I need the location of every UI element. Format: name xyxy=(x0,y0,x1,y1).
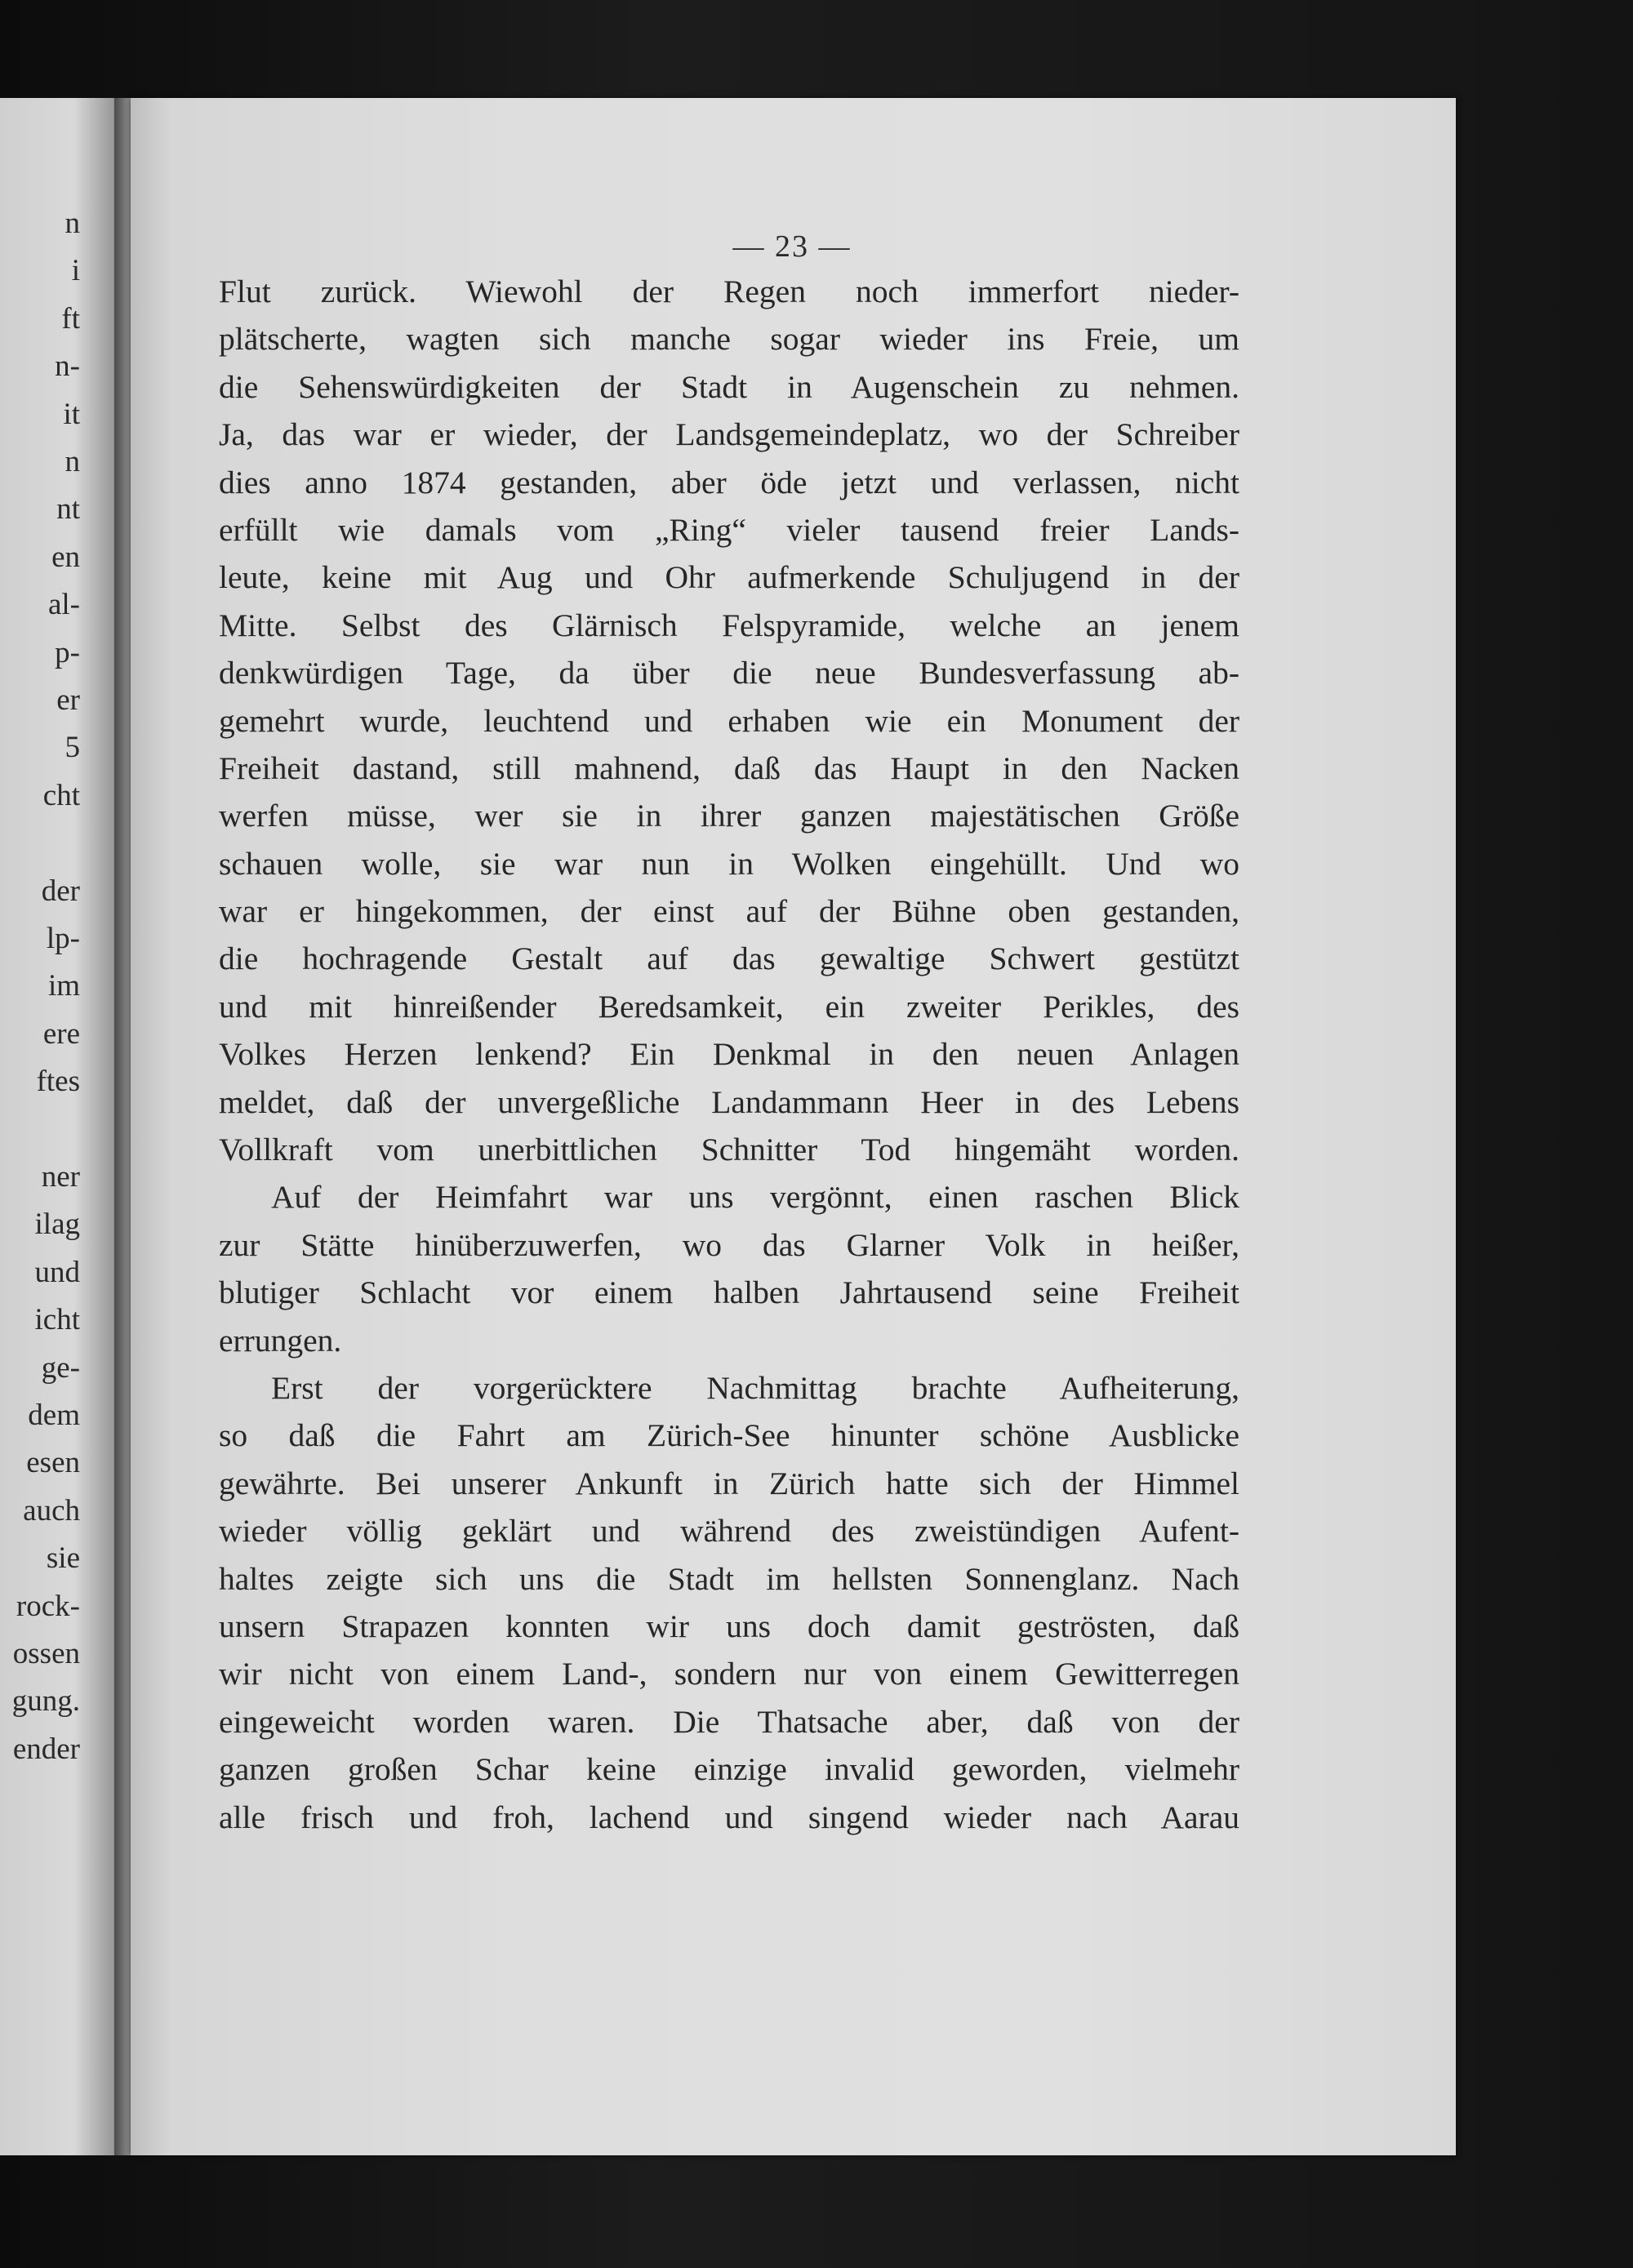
facing-page-fragment: ender xyxy=(12,1732,80,1766)
facing-page-fragment: und xyxy=(34,1255,80,1289)
text-line: Erst der vorgerücktere Nachmittag brachte Aufheiterung, xyxy=(271,1369,1239,1406)
text-line: haltes zeigte sich uns die Stadt im hellsten Sonnenglanz. Nach xyxy=(219,1560,1239,1597)
facing-page-fragment: er xyxy=(56,683,80,717)
facing-page-fragment: auch xyxy=(23,1493,80,1528)
text-line: leute, keine mit Aug und Ohr aufmerkende Schuljugend in der xyxy=(219,559,1239,596)
text-line: zur Stätte hinüberzuwerfen, wo das Glarner Volk in heißer, xyxy=(219,1226,1239,1263)
facing-page-fragment: icht xyxy=(34,1303,80,1337)
text-line: Mitte. Selbst des Glärnisch Felspyramide, welche an jenem xyxy=(219,607,1239,643)
text-line: eingeweicht worden waren. Die Thatsache aber, daß von der xyxy=(219,1703,1239,1740)
facing-page-fragment: i xyxy=(71,254,80,288)
text-line: Ja, das war er wieder, der Landsgemeindeplatz, wo der Schreiber xyxy=(219,416,1239,453)
text-line: plätscherte, wagten sich manche sogar wieder ins Freie, um xyxy=(219,321,1239,358)
text-line: werfen müsse, wer sie in ihrer ganzen majestätischen Größe xyxy=(219,798,1239,834)
facing-page-fragment: sie xyxy=(46,1541,80,1576)
facing-page-fragment: n xyxy=(65,445,80,478)
text-line: ganzen großen Schar keine einzige invalid geworden, vielmehr xyxy=(219,1751,1239,1788)
facing-page-fragment: ossen xyxy=(12,1637,80,1670)
text-line: so daß die Fahrt am Zürich-See hinunter schöne Ausblicke xyxy=(219,1417,1239,1454)
facing-page-fragment: p- xyxy=(55,635,80,669)
text-line: die hochragende Gestalt auf das gewaltige Schwert gestützt xyxy=(219,941,1239,977)
facing-page-fragment: n xyxy=(65,207,80,240)
facing-page-fragment: esen xyxy=(26,1446,80,1480)
facing-page-fragment: n- xyxy=(55,349,80,384)
text-line: die Sehenswürdigkeiten der Stadt in Augenschein zu nehmen. xyxy=(219,368,1239,405)
facing-page-fragment: rock- xyxy=(16,1589,80,1623)
text-line: wir nicht von einem Land-, sondern nur von einem Gewitterregen xyxy=(219,1656,1239,1692)
text-line: gemehrt wurde, leuchtend und erhaben wie ein Monument der xyxy=(219,702,1239,739)
facing-page-fragment: im xyxy=(47,969,80,1003)
text-line: blutiger Schlacht vor einem halben Jahrtausend seine Freiheit xyxy=(219,1274,1239,1311)
text-line: Auf der Heimfahrt war uns vergönnt, einen raschen Blick xyxy=(271,1179,1239,1216)
facing-page-fragment: lp- xyxy=(46,922,80,955)
text-line: Flut zurück. Wiewohl der Regen noch immerfort nieder- xyxy=(219,273,1239,309)
text-line: dies anno 1874 gestanden, aber öde jetzt und verlassen, nicht xyxy=(219,464,1239,500)
facing-page-fragment: dem xyxy=(28,1399,80,1432)
facing-page-fragment: ge- xyxy=(41,1350,80,1385)
text-line: und mit hinreißender Beredsamkeit, ein zweiter Perikles, des xyxy=(219,988,1239,1025)
facing-page-fragment: der xyxy=(41,874,80,908)
facing-page-fragment: en xyxy=(51,540,80,574)
facing-page-fragment: ftes xyxy=(36,1065,80,1099)
book-page xyxy=(131,98,1456,2155)
text-line: meldet, daß der unvergeßliche Landammann Heer in des Lebens xyxy=(219,1083,1239,1120)
facing-page-fragment: ft xyxy=(61,301,80,336)
facing-page-fragment: al- xyxy=(47,588,80,622)
facing-page-fragment: ilag xyxy=(34,1207,80,1242)
text-line: war er hingekommen, der einst auf der Bühne oben gestanden, xyxy=(219,893,1239,930)
text-line: erfüllt wie damals vom „Ring“ vieler tausend freier Lands- xyxy=(219,511,1239,548)
text-line: Freiheit dastand, still mahnend, daß das Haupt in den Nacken xyxy=(219,749,1239,786)
text-line: Vollkraft vom unerbittlichen Schnitter Tod hingemäht worden. xyxy=(219,1132,1239,1168)
facing-page-fragment: nt xyxy=(56,492,80,527)
text-line: errungen. xyxy=(219,1322,342,1359)
page-text xyxy=(219,268,1239,1841)
text-line: denkwürdigen Tage, da über die neue Bundesverfassung ab- xyxy=(219,655,1239,692)
facing-page-fragment: ner xyxy=(41,1160,80,1194)
text-line: unsern Strapazen konnten wir uns doch damit geströsten, daß xyxy=(219,1608,1239,1644)
facing-page-fragment: 5 xyxy=(65,731,80,765)
facing-page-fragment: ere xyxy=(42,1016,80,1051)
facing-page-fragment: gung. xyxy=(11,1684,80,1719)
text-line: Volkes Herzen lenkend? Ein Denkmal in den neuen Anlagen xyxy=(219,1036,1239,1073)
page-number: — 23 — xyxy=(732,229,852,264)
text-line: wieder völlig geklärt und während des zweistündigen Aufent- xyxy=(219,1513,1239,1550)
text-line: schauen wolle, sie war nun in Wolken eingehüllt. Und wo xyxy=(219,845,1239,882)
text-line: alle frisch und froh, lachend und singend wieder nach Aarau xyxy=(219,1799,1239,1835)
text-line: gewährte. Bei unserer Ankunft in Zürich hatte sich der Himmel xyxy=(219,1465,1239,1501)
facing-page-fragment: it xyxy=(63,397,80,431)
facing-page-edge xyxy=(0,98,122,2155)
facing-page-fragment: cht xyxy=(42,778,80,812)
